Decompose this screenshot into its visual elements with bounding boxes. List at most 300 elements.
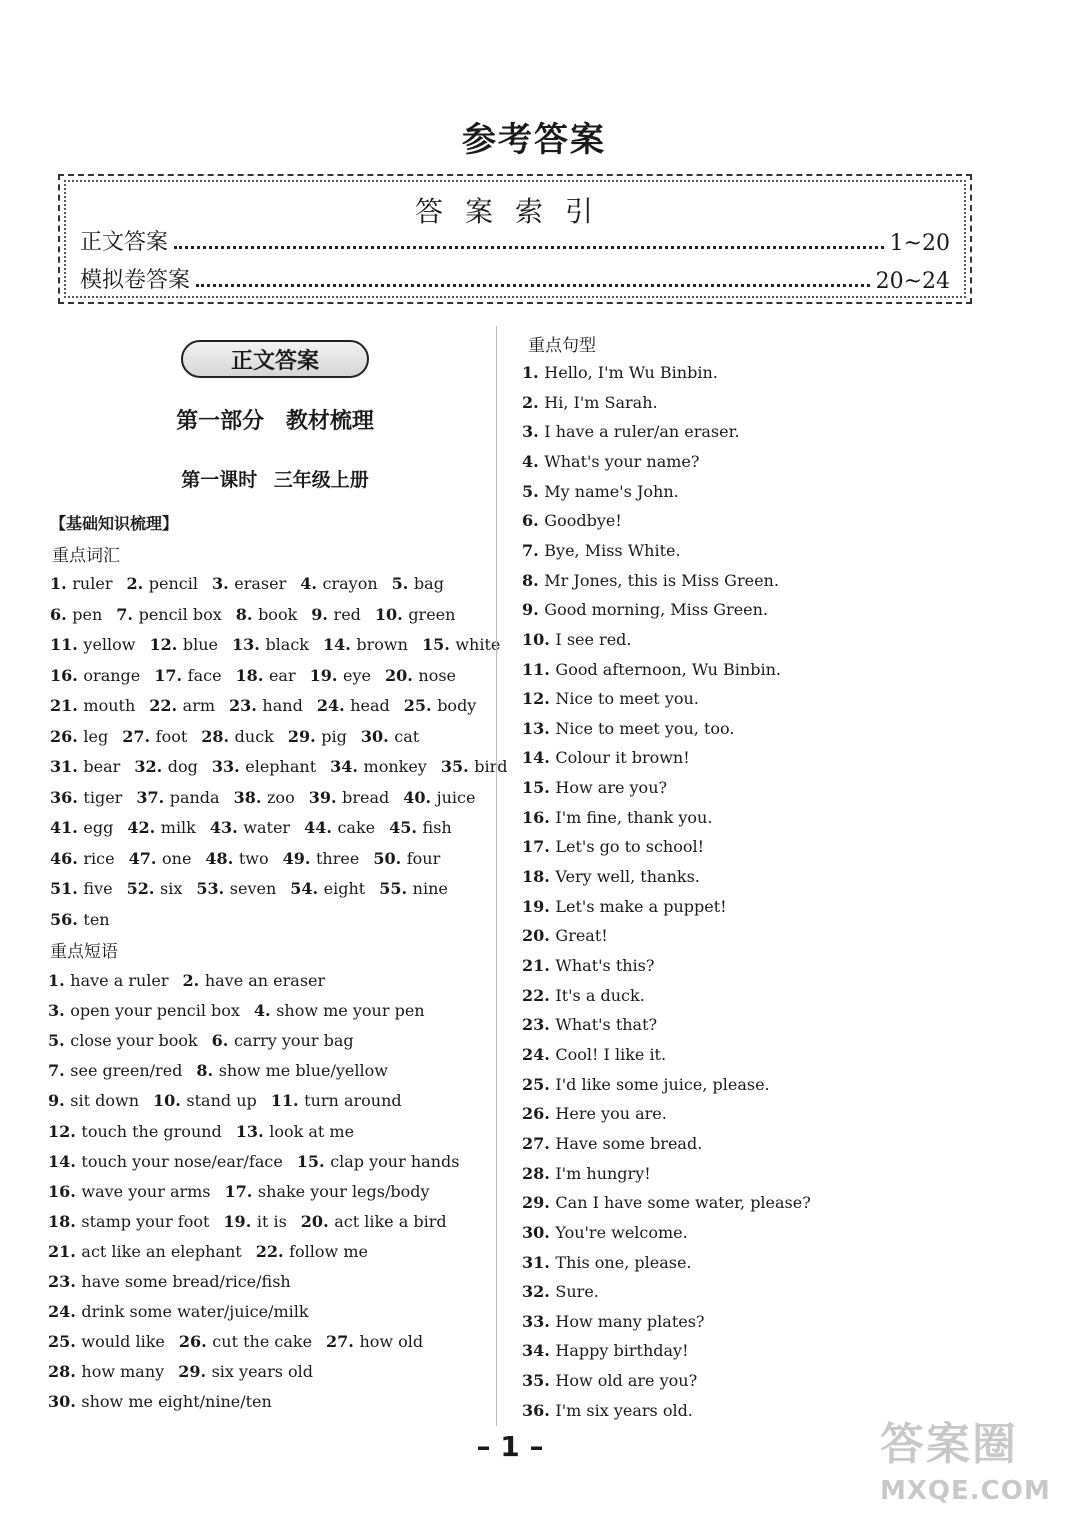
entry-text: drink some water/juice/milk <box>81 1302 309 1322</box>
entry-text: How old are you? <box>555 1371 698 1391</box>
answer-entry <box>205 849 268 868</box>
answer-entry <box>48 1272 291 1291</box>
entry-number: 55. <box>379 879 413 898</box>
entry-text: sit down <box>70 1091 139 1111</box>
sentence-item <box>522 1159 651 1189</box>
entry-number: 48. <box>205 848 239 868</box>
entry-text: ruler <box>72 574 113 593</box>
sentence-item <box>522 862 700 892</box>
entry-text: panda <box>169 787 220 807</box>
sentence-item <box>522 684 699 714</box>
entry-number: 12. <box>48 1121 82 1141</box>
entry-text: monkey <box>363 757 427 776</box>
entry-text: How many plates? <box>555 1311 705 1331</box>
entry-number: 54. <box>290 879 324 898</box>
entry-text: Good afternoon, Wu Binbin. <box>555 659 781 679</box>
entry-text: show me eight/nine/ten <box>81 1392 272 1412</box>
sentence-item <box>522 655 781 685</box>
index-row-main-answers <box>80 222 950 256</box>
entry-number: 32. <box>134 757 168 776</box>
answer-entry <box>385 666 456 685</box>
answer-index-heading: 答案索引 <box>414 195 615 228</box>
entry-text: carry your bag <box>233 1031 354 1051</box>
answer-entry <box>50 910 110 929</box>
entry-number: 25. <box>403 696 438 715</box>
entry-text: Goodbye! <box>544 511 622 531</box>
list-item <box>48 1147 508 1177</box>
entry-text: pencil box <box>138 604 222 624</box>
entry-number: 10. <box>153 1091 187 1111</box>
page-number: – 1 – <box>476 1430 544 1463</box>
entry-number: 1. <box>50 574 73 593</box>
answer-entry <box>48 971 169 990</box>
answer-entry <box>201 727 274 746</box>
list-item <box>50 691 510 721</box>
entry-number: 13. <box>522 718 556 738</box>
entry-text: six years old <box>211 1362 314 1382</box>
list-item <box>50 600 510 630</box>
part-title: 第一部分 教材梳理 <box>176 409 374 434</box>
entry-text: eight <box>323 879 366 898</box>
answer-entry <box>236 605 297 624</box>
answer-entry <box>154 666 221 685</box>
entry-text: white <box>455 635 501 654</box>
entry-text: Good morning, Miss Green. <box>544 600 769 620</box>
entry-text: I'm six years old. <box>555 1400 693 1420</box>
list-item <box>48 1117 508 1147</box>
entry-number: 11. <box>270 1091 305 1111</box>
entry-number: 24. <box>316 696 351 715</box>
answer-entry <box>311 605 361 624</box>
answer-entry <box>223 1212 286 1231</box>
entry-number: 14. <box>522 748 556 768</box>
answer-entry <box>236 1122 354 1141</box>
answer-entry <box>48 1332 165 1351</box>
answer-entry <box>310 666 371 685</box>
entry-text: mouth <box>83 696 136 715</box>
entry-text: look at me <box>269 1121 355 1141</box>
entry-number: 35. <box>522 1371 556 1391</box>
phrases-heading: 重点短语 <box>50 942 118 962</box>
sentences-heading: 重点句型 <box>528 336 596 356</box>
entry-number: 8. <box>522 570 545 590</box>
entry-text: orange <box>83 665 141 685</box>
list-item <box>48 996 508 1026</box>
entry-number: 16. <box>50 665 84 685</box>
entry-number: 43. <box>209 818 244 837</box>
entry-number: 40. <box>403 787 437 807</box>
entry-text: How are you? <box>555 778 668 798</box>
index-row-label: 正文答案 <box>80 230 169 255</box>
answer-entry <box>317 696 390 715</box>
entry-number: 37. <box>136 787 170 807</box>
watermark-text: 答案圈 <box>880 1419 1018 1470</box>
entry-text: see green/red <box>70 1061 183 1081</box>
entry-text: leg <box>83 726 109 746</box>
entry-number: 13. <box>232 635 266 654</box>
entry-number: 4. <box>253 1001 277 1021</box>
entry-number: 34. <box>330 757 364 776</box>
column-divider <box>496 326 497 1426</box>
entry-text: It's a duck. <box>555 985 645 1005</box>
entry-number: 7. <box>116 604 139 624</box>
entry-number: 39. <box>308 787 343 807</box>
entry-number: 2. <box>182 971 205 990</box>
sentence-item <box>522 773 667 803</box>
list-item <box>48 966 508 996</box>
index-row-pages: 20~24 <box>875 269 950 294</box>
answer-entry <box>178 1362 313 1381</box>
answer-entry <box>149 696 215 715</box>
sentence-item <box>522 358 718 388</box>
entry-text: follow me <box>289 1241 368 1261</box>
entry-text: pen <box>72 604 103 624</box>
entry-number: 3. <box>48 1001 71 1021</box>
list-item <box>48 1086 508 1116</box>
answer-entry <box>50 635 135 654</box>
answer-index-box <box>58 174 972 304</box>
answer-entry <box>48 1031 198 1050</box>
entry-text: turn around <box>304 1091 402 1111</box>
entry-text: What's that? <box>555 1015 658 1035</box>
entry-number: 28. <box>201 726 235 746</box>
answer-entry <box>301 1212 447 1231</box>
entry-text: Sure. <box>555 1282 599 1302</box>
entry-text: seven <box>229 879 277 898</box>
entry-text: Let's go to school! <box>555 837 705 857</box>
entry-text: act like an elephant <box>81 1241 242 1261</box>
answer-entry <box>183 971 326 990</box>
entry-number: 17. <box>522 837 556 857</box>
entry-number: 10. <box>374 604 409 624</box>
list-item <box>50 874 510 904</box>
entry-text: I'm hungry! <box>555 1163 651 1183</box>
entry-number: 36. <box>522 1400 556 1420</box>
entry-number: 20. <box>385 665 419 685</box>
entry-number: 50. <box>373 848 407 868</box>
entry-text: how many <box>81 1362 165 1382</box>
answer-entry <box>309 788 390 807</box>
sentence-item <box>522 447 699 477</box>
sentence-item <box>522 1396 693 1426</box>
list-item <box>48 1237 508 1267</box>
answer-entry <box>50 818 113 837</box>
entry-text: bear <box>83 757 121 776</box>
entry-text: bread <box>342 787 390 807</box>
entry-number: 44. <box>304 818 338 837</box>
list-item <box>50 783 510 813</box>
list-item <box>48 1387 508 1417</box>
sentence-item <box>522 951 654 981</box>
section-label: 【基础知识梳理】 <box>50 514 179 533</box>
entry-text: nose <box>418 665 457 685</box>
entry-text: Happy birthday! <box>555 1341 689 1361</box>
watermark-url: MXQE.COM <box>880 1476 1051 1506</box>
answer-entry <box>149 635 218 654</box>
answer-entry <box>50 666 140 685</box>
entry-number: 33. <box>522 1311 556 1331</box>
answer-entry <box>48 1302 309 1321</box>
entry-text: eye <box>343 665 371 685</box>
entry-text: book <box>258 604 298 624</box>
answer-entry <box>297 1152 460 1171</box>
entry-number: 19. <box>223 1211 257 1231</box>
entry-number: 27. <box>122 726 156 746</box>
answer-entry <box>392 574 444 593</box>
sentence-item <box>522 477 679 507</box>
answer-entry <box>48 1182 211 1201</box>
entry-number: 38. <box>233 787 267 807</box>
entry-number: 1. <box>522 363 545 382</box>
entry-number: 13. <box>235 1121 270 1141</box>
entry-text: Mr Jones, this is Miss Green. <box>544 570 779 590</box>
entry-number: 42. <box>127 818 161 837</box>
entry-text: red <box>333 604 361 624</box>
sentence-item <box>522 1307 705 1337</box>
sentence-item <box>522 892 727 922</box>
sentence-item <box>522 743 690 773</box>
entry-text: bird <box>474 757 508 776</box>
entry-text: Hi, I'm Sarah. <box>544 392 658 412</box>
entry-number: 16. <box>522 807 556 827</box>
sentence-item <box>522 625 632 655</box>
answer-entry <box>271 1091 402 1110</box>
entry-number: 26. <box>50 726 84 746</box>
entry-text: touch the ground <box>81 1121 222 1141</box>
list-item <box>50 661 510 691</box>
entry-text: cat <box>394 726 420 746</box>
lesson-title: 第一课时 三年级上册 <box>181 469 369 491</box>
entry-number: 28. <box>522 1163 556 1183</box>
sentence-item <box>522 417 740 447</box>
answer-entry <box>225 1182 430 1201</box>
entry-number: 35. <box>440 757 475 776</box>
list-item <box>50 844 510 874</box>
entry-number: 24. <box>522 1044 556 1064</box>
entry-number: 22. <box>255 1241 290 1261</box>
entry-text: black <box>265 635 309 654</box>
list-item <box>50 569 510 599</box>
entry-number: 5. <box>522 481 545 501</box>
answer-entry <box>323 635 408 654</box>
entry-number: 56. <box>50 909 84 929</box>
entry-text: stamp your foot <box>81 1211 210 1231</box>
answer-entry <box>212 1031 354 1050</box>
sentence-item <box>522 803 712 833</box>
entry-number: 2. <box>126 574 149 593</box>
answer-entry <box>234 788 295 807</box>
entry-text: it is <box>256 1211 287 1231</box>
entry-number: 20. <box>300 1211 335 1231</box>
answer-entry <box>290 879 365 898</box>
answer-entry <box>389 818 452 837</box>
sentence-item <box>522 1277 599 1307</box>
entry-text: Cool! I like it. <box>555 1044 667 1064</box>
entry-number: 22. <box>149 696 183 715</box>
entry-text: Have some bread. <box>555 1133 703 1153</box>
entry-text: have some bread/rice/fish <box>81 1272 291 1291</box>
answer-entry <box>256 1242 368 1261</box>
sentence-item <box>522 1040 666 1070</box>
list-item <box>50 905 510 935</box>
entry-number: 32. <box>522 1282 556 1302</box>
entry-number: 6. <box>50 604 73 624</box>
answer-entry <box>50 879 113 898</box>
entry-number: 23. <box>229 696 263 715</box>
sentence-item <box>522 1099 667 1129</box>
answer-entry <box>48 1061 182 1080</box>
entry-number: 34. <box>522 1341 556 1361</box>
entry-text: I'm fine, thank you. <box>555 807 713 827</box>
answer-entry <box>116 605 221 624</box>
entry-text: eraser <box>234 574 287 593</box>
entry-number: 18. <box>235 665 269 685</box>
entry-text: pencil <box>148 574 198 593</box>
entry-text: blue <box>182 635 219 654</box>
entry-text: two <box>238 848 269 868</box>
entry-number: 14. <box>48 1151 82 1171</box>
entry-text: brown <box>356 635 408 654</box>
answer-entry <box>50 727 108 746</box>
page-title: 参考答案 <box>462 120 606 160</box>
entry-text: Colour it brown! <box>555 748 690 768</box>
entry-text: cut the cake <box>212 1332 313 1352</box>
entry-number: 5. <box>48 1031 71 1051</box>
answer-entry <box>48 1212 209 1231</box>
entry-number: 11. <box>50 635 84 654</box>
entry-number: 19. <box>309 665 344 685</box>
list-item <box>50 752 510 782</box>
entry-number: 28. <box>48 1362 82 1382</box>
list-item <box>48 1357 508 1387</box>
entry-text: I see red. <box>555 629 632 649</box>
answer-entry <box>48 1362 164 1381</box>
entry-number: 15. <box>421 635 456 654</box>
entry-number: 16. <box>48 1181 82 1201</box>
answer-entry <box>48 1152 283 1171</box>
entry-text: act like a bird <box>334 1211 447 1231</box>
list-item <box>48 1297 508 1327</box>
entry-text: five <box>83 879 113 898</box>
sentence-item <box>522 1010 657 1040</box>
entry-text: rice <box>83 848 115 868</box>
answer-entry <box>127 879 183 898</box>
entry-number: 6. <box>522 511 545 531</box>
entry-number: 3. <box>211 574 235 593</box>
answer-entry <box>50 849 115 868</box>
entry-number: 51. <box>50 879 84 898</box>
entry-number: 15. <box>296 1151 331 1171</box>
entry-text: have a ruler <box>70 971 169 990</box>
sentence-item <box>522 1070 770 1100</box>
entry-number: 52. <box>126 879 160 898</box>
entry-number: 23. <box>522 1015 556 1035</box>
sentence-item <box>522 536 681 566</box>
entry-number: 18. <box>522 867 556 887</box>
entry-text: green <box>408 604 456 624</box>
index-row-label: 模拟卷答案 <box>80 268 191 293</box>
entry-number: 41. <box>50 818 84 837</box>
entry-text: Nice to meet you, too. <box>555 718 735 738</box>
entry-number: 17. <box>154 665 188 685</box>
entry-text: Let's make a puppet! <box>555 896 727 916</box>
entry-number: 17. <box>224 1181 258 1201</box>
list-item <box>48 1327 508 1357</box>
entry-number: 46. <box>50 848 84 868</box>
sentence-item <box>522 1248 692 1278</box>
entry-text: nine <box>412 879 448 898</box>
entry-text: duck <box>234 726 274 746</box>
entry-number: 45. <box>389 818 423 837</box>
entry-number: 29. <box>287 726 322 746</box>
sentence-item <box>522 921 608 951</box>
entry-number: 21. <box>50 696 84 715</box>
list-item <box>50 630 510 660</box>
entry-number: 14. <box>323 635 357 654</box>
answer-entry <box>48 1242 242 1261</box>
entry-text: ten <box>83 909 110 929</box>
entry-number: 22. <box>522 985 556 1005</box>
entry-text: one <box>162 848 192 868</box>
entry-text: foot <box>155 726 188 746</box>
entry-text: clap your hands <box>330 1151 460 1171</box>
entry-number: 7. <box>48 1061 71 1081</box>
watermark-logo <box>880 1408 1060 1518</box>
dot-leader <box>174 246 884 249</box>
sentence-item <box>522 981 645 1011</box>
answer-entry <box>196 879 276 898</box>
answer-entry <box>404 696 477 715</box>
entry-number: 49. <box>282 848 316 868</box>
entry-text: My name's John. <box>544 481 679 501</box>
answer-entry <box>196 1061 388 1080</box>
entry-number: 10. <box>522 629 556 649</box>
entry-text: touch your nose/ear/face <box>81 1151 283 1171</box>
vocab-heading: 重点词汇 <box>52 546 120 566</box>
entry-number: 30. <box>360 726 395 746</box>
answer-entry <box>212 574 286 593</box>
answer-entry <box>212 757 316 776</box>
list-item <box>50 722 510 752</box>
answer-entry <box>134 757 198 776</box>
answer-entry <box>50 788 122 807</box>
entry-number: 19. <box>522 896 556 916</box>
index-row-mock-answers <box>80 260 950 294</box>
entry-number: 30. <box>48 1392 82 1412</box>
answer-entry <box>330 757 427 776</box>
entry-number: 26. <box>178 1332 213 1352</box>
answer-entry <box>232 635 309 654</box>
entry-number: 29. <box>522 1193 556 1213</box>
answer-entry <box>229 696 303 715</box>
entry-text: Great! <box>555 926 608 946</box>
answer-entry <box>179 1332 312 1351</box>
entry-text: What's your name? <box>544 451 700 471</box>
entry-number: 36. <box>50 787 84 807</box>
sentence-item <box>522 566 779 596</box>
entry-text: hand <box>262 696 303 715</box>
answer-entry <box>373 849 440 868</box>
sentence-item <box>522 1188 811 1218</box>
answer-entry <box>48 1001 240 1020</box>
sentence-item <box>522 1129 702 1159</box>
entry-number: 5. <box>391 574 414 593</box>
answer-entry <box>50 757 120 776</box>
entry-text: shake your legs/body <box>257 1181 430 1201</box>
answer-entry <box>126 574 198 593</box>
entry-text: Hello, I'm Wu Binbin. <box>544 363 718 382</box>
entry-number: 18. <box>48 1211 82 1231</box>
